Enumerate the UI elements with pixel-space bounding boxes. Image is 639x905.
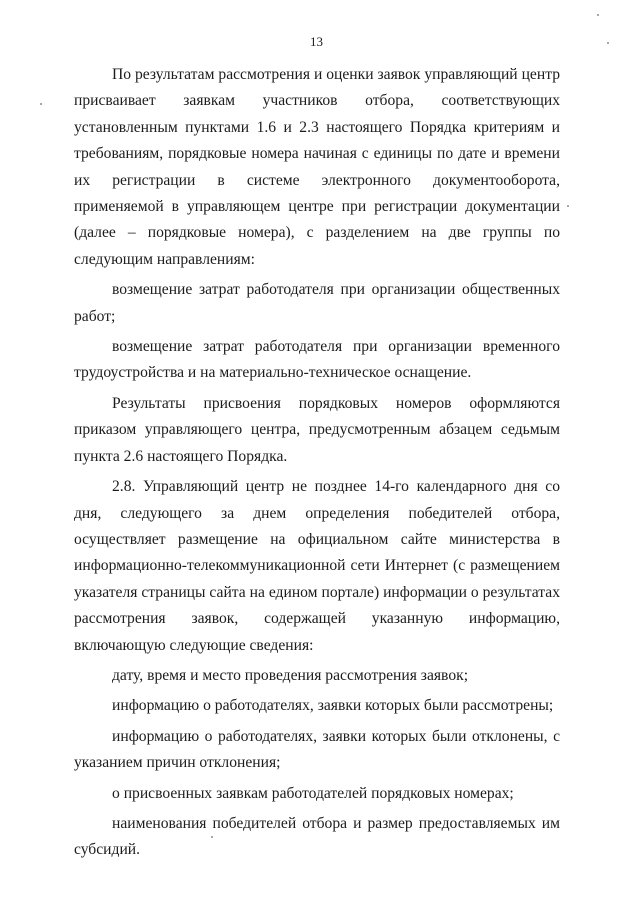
paragraph-order-results: Результаты присвоения порядковых номеров оформляются приказом управляющего центра, предусмотренным абзацем седьмым пункта 2.6 настоящего Порядка. xyxy=(74,394,560,465)
scan-speck xyxy=(211,836,213,838)
paragraph-public-works: возмещение затрат работодателя при организации общественных работ; xyxy=(74,281,560,325)
paragraph-2-8-publication: 2.8. Управляющий центр не позднее 14-го календарного дня со дня, следующего за днем определения победителей отбора, осуществляет размещение на официальном сайте министерства в информационно-телекоммуникационной сети Интернет (с размещением указателя страницы сайта на едином портале) информации о результатах рассмотрения заявок, содержащей указанную информацию, включающую следующие сведения: xyxy=(74,478,560,654)
list-item-winners-subsidies: наименования победителей отбора и размер предоставляемых им субсидий. xyxy=(74,814,560,859)
scan-speck xyxy=(40,103,42,105)
paragraph-results-numbering: По результатам рассмотрения и оценки заявок управляющий центр присваивает заявкам участников отбора, соответствующих установленным пунктами 1.6 и 2.3 настоящего Порядка критериям и требованиям, порядковые номера начиная с единицы по дате и времени их регистрации в системе электронного документооборота, применяемой в управляющем центре при регистрации документации (далее – порядковые номера), с разделением на две группы по следующим направлениям: xyxy=(74,66,560,268)
list-item-reviewed-employers: информацию о работодателях, заявки которых были рассмотрены; xyxy=(112,697,554,715)
list-item-rejected-employers: информацию о работодателях, заявки которых были отклонены, с указанием причин отклонения; xyxy=(74,727,560,772)
list-item-assigned-numbers: о присвоенных заявкам работодателей порядковых номерах; xyxy=(112,784,514,802)
scan-speck xyxy=(567,205,569,207)
scan-speck xyxy=(597,14,599,16)
scan-speck xyxy=(607,42,609,44)
document-body xyxy=(74,62,560,868)
page-number: 13 xyxy=(310,34,323,49)
list-item-date-time-place: дату, время и место проведения рассмотрения заявок; xyxy=(112,666,469,684)
paragraph-temporary-employment: возмещение затрат работодателя при организации временного трудоустройства и на материально-техническое оснащение. xyxy=(74,338,560,382)
